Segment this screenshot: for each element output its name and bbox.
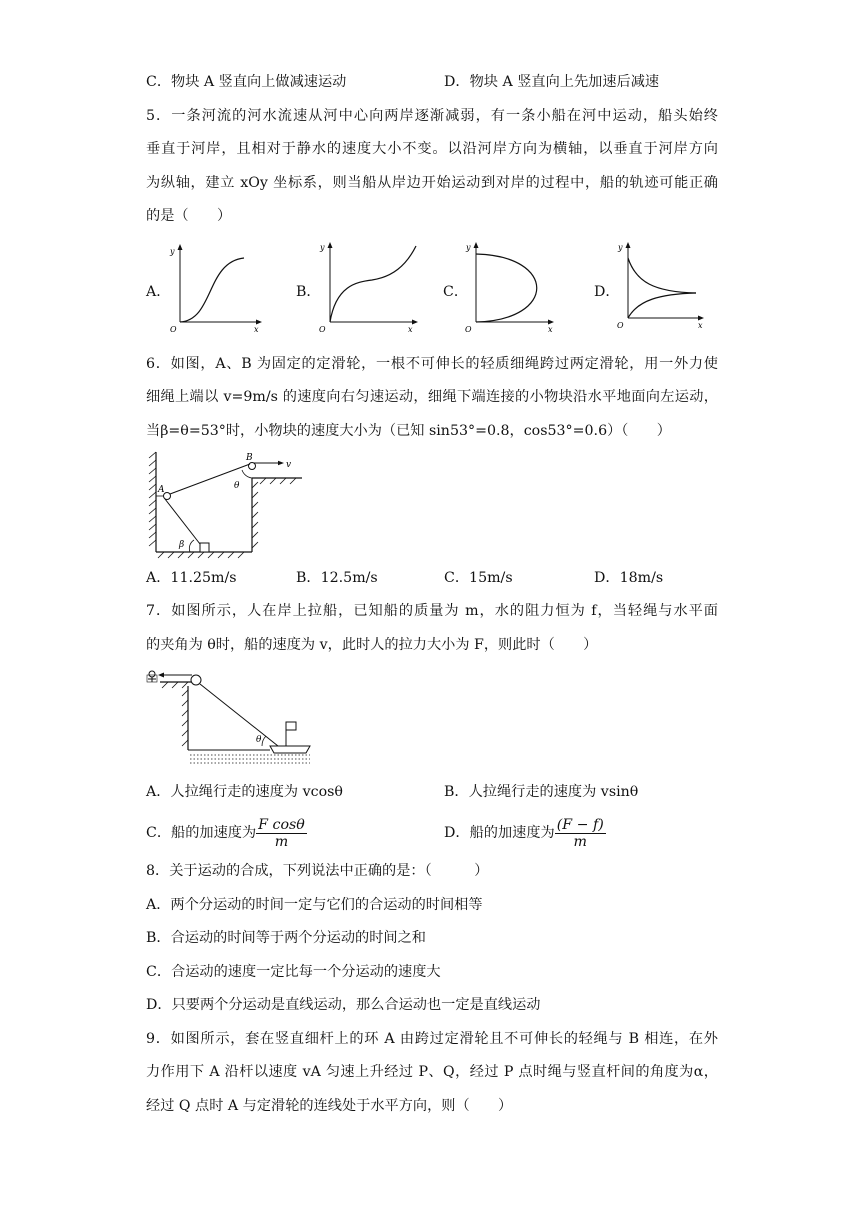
q6-stem-line-1: 6．如图，A、B 为固定的定滑轮，一根不可伸长的轻质细绳跨过两定滑轮，用一外力使	[146, 356, 718, 372]
q5-stem-line-4: 的是（ ）	[146, 208, 232, 224]
q7-option-d-numerator: (F − f)	[556, 816, 604, 833]
q7-option-d	[444, 813, 606, 853]
q7-option-c	[146, 813, 307, 853]
q8-option-b: B．合运动的时间等于两个分运动的时间之和	[146, 930, 426, 946]
q6-option-c: C．15m/s	[444, 570, 513, 586]
q5-option-d-label: D．	[594, 284, 620, 300]
q5-c-x-label: x	[548, 325, 553, 334]
q8-option-a: A．两个分运动的时间一定与它们的合运动的时间相等	[146, 897, 483, 913]
q6-label-b: B	[246, 453, 253, 463]
q7-option-c-prefix: C．船的加速度为	[146, 825, 257, 841]
q6-label-theta: θ	[234, 481, 240, 491]
q5-c-y-label: y	[466, 243, 471, 252]
q5-c-origin: O	[465, 325, 472, 334]
q6-option-b: B．12.5m/s	[296, 570, 378, 586]
q5-stem-line-1: 5．一条河流的河水流速从河中心向两岸逐渐减弱，有一条小船在河中运动，船头始终	[146, 108, 718, 124]
q7-option-d-prefix: D．船的加速度为	[444, 825, 555, 841]
q4-option-c: C．物块 A 竖直向上做减速运动	[146, 74, 347, 90]
q7-option-b: B．人拉绳行走的速度为 vsinθ	[444, 784, 639, 800]
q9-stem-line-1: 9．如图所示，套在竖直细杆上的环 A 由跨过定滑轮且不可伸长的轻绳与 B 相连，在外	[146, 1031, 718, 1047]
q5-stem-line-2: 垂直于河岸，且相对于静水的速度大小不变。以沿河岸方向为横轴，以垂直于河岸方向	[146, 141, 718, 157]
q5-d-y-label: y	[618, 243, 623, 252]
q7-option-d-denominator: m	[573, 833, 587, 850]
q9-stem-line-2: 力作用下 A 沿杆以速度 vA 匀速上升经过 P、Q，经过 P 点时绳与竖直杆间的角度为α，	[146, 1064, 718, 1080]
q5-graph-a	[166, 240, 266, 336]
q7-option-d-fraction	[555, 817, 606, 850]
q5-graph-d	[614, 236, 710, 332]
q5-a-y-label: y	[170, 247, 175, 256]
q8-stem: 8．关于运动的合成，下列说法中正确的是：（ ）	[146, 863, 489, 879]
q9-stem-line-3: 经过 Q 点时 A 与定滑轮的连线处于水平方向，则（ ）	[146, 1098, 513, 1114]
q6-option-d: D．18m/s	[594, 570, 664, 586]
q7-label-theta: θ	[256, 735, 262, 745]
q8-option-d: D．只要两个分运动是直线运动，那么合运动也一定是直线运动	[146, 997, 541, 1013]
q7-option-a: A．人拉绳行走的速度为 vcosθ	[146, 784, 343, 800]
q6-label-v: v	[286, 460, 292, 470]
q5-a-x-label: x	[254, 325, 259, 334]
q5-stem-line-3: 为纵轴，建立 xOy 坐标系，则当船从岸边开始运动到对岸的过程中，船的轨迹可能正确	[146, 175, 718, 191]
q5-a-origin: O	[170, 325, 177, 334]
q5-b-y-label: y	[320, 243, 325, 252]
q5-b-origin: O	[319, 325, 326, 334]
q5-option-b-label: B．	[296, 284, 321, 300]
q6-pulley-figure	[146, 448, 306, 560]
q5-d-x-label: x	[698, 321, 703, 330]
q7-stem-line-1: 7．如图所示，人在岸上拉船，已知船的质量为 m，水的阻力恒为 f，当轻绳与水平面	[146, 603, 718, 619]
q5-b-x-label: x	[408, 325, 413, 334]
q7-option-c-fraction	[256, 817, 307, 850]
q7-option-c-numerator: F cosθ	[258, 816, 305, 833]
q4-option-d: D．物块 A 竖直向上先加速后减速	[444, 74, 660, 90]
q7-stem-line-2: 的夹角为 θ时，船的速度为 v，此时人的拉力大小为 F，则此时（ ）	[146, 637, 598, 653]
q5-d-origin: O	[617, 321, 624, 330]
q6-label-beta: β	[179, 540, 185, 550]
q5-graph-c	[462, 236, 562, 336]
q5-option-a-label: A．	[146, 284, 171, 300]
q5-graph-b	[316, 236, 422, 336]
q6-option-a: A．11.25m/s	[146, 570, 237, 586]
q8-option-c: C．合运动的速度一定比每一个分运动的速度大	[146, 964, 441, 980]
q6-label-a: A	[158, 485, 165, 495]
q6-stem-line-3: 当β=θ=53°时，小物块的速度大小为（已知 sin53°=0.8，cos53°=0.6）（ ）	[146, 423, 671, 439]
q7-option-c-denominator: m	[274, 833, 289, 850]
q5-option-c-label: C．	[443, 284, 469, 300]
q6-stem-line-2: 细绳上端以 v=9m/s 的速度向右匀速运动，细绳下端连接的小物块沿水平地面向左运动，	[146, 389, 718, 405]
q7-boat-figure	[146, 666, 314, 768]
